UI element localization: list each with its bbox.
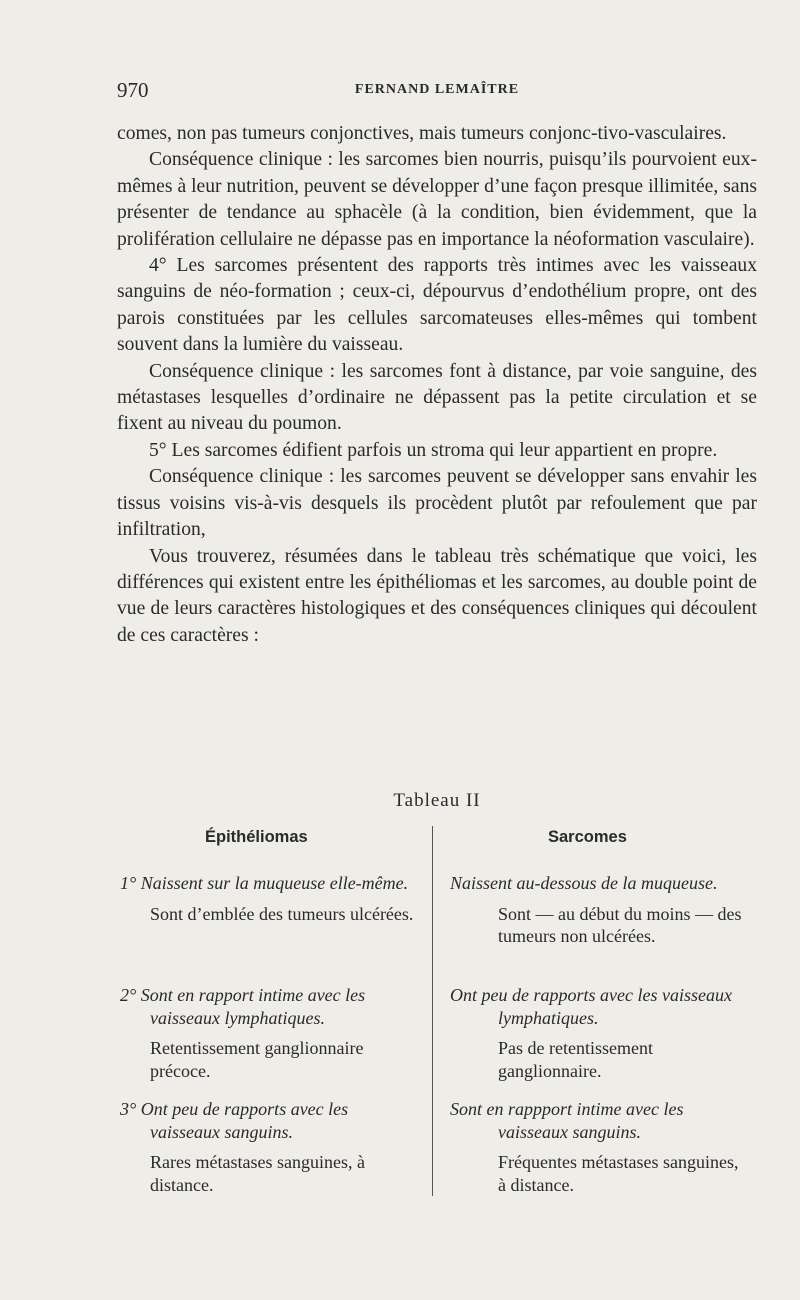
paragraph: 5° Les sarcomes édifient parfois un stroma qui leur appartient en propre. xyxy=(149,439,718,461)
paragraph: Conséquence clinique : les sarcomes font à distance, par voie sanguine, des métastases lesquelles d’ordinaire ne dépassent pas la petite circulation et se fixent au niveau du poumon. xyxy=(117,360,757,435)
left-cell xyxy=(120,984,420,1082)
page-number: 970 xyxy=(117,78,149,102)
right-sub: Pas de retentissement ganglionnaire. xyxy=(498,1038,653,1081)
left-lead: 2° Sont en rapport intime avec les vaisseaux lymphatiques. xyxy=(120,985,366,1028)
paragraph: Conséquence clinique : les sarcomes bien nourris, puisqu’ils pourvoient eux-mêmes à leur nutrition, peuvent se développer d’une façon presque illimitée, sans présenter de tendance au sphacèle (à la condition, bien évidemment, que la prolifération cellulaire ne dépasse pas en importance la néoformation vasculaire). xyxy=(117,149,757,250)
column-header-epitheliomas: Épithéliomas xyxy=(205,828,308,846)
page-header xyxy=(117,78,757,102)
left-lead: 3° Ont peu de rapports avec les vaisseaux sanguins. xyxy=(120,1099,349,1142)
left-lead: 1° Naissent sur la muqueuse elle-même. xyxy=(120,873,409,893)
right-sub: Sont — au début du moins — des tumeurs non ulcérées. xyxy=(498,903,742,946)
right-lead: Sont en rappport intime avec les vaisseaux sanguins. xyxy=(450,1099,684,1142)
left-sub: Retentissement ganglionnaire précoce. xyxy=(150,1038,364,1081)
table-title: Tableau II xyxy=(393,790,481,811)
right-cell xyxy=(450,1098,750,1196)
right-sub: Fréquentes métastases sanguines, à distance. xyxy=(498,1152,739,1195)
paragraph: Conséquence clinique : les sarcomes peuvent se développer sans envahir les tissus voisins vis-à-vis desquels ils procèdent plutôt par refoulement que par infiltration, xyxy=(117,466,757,541)
left-sub: Rares métastases sanguines, à distance. xyxy=(150,1152,365,1195)
left-cell xyxy=(120,872,420,925)
right-lead: Ont peu de rapports avec les vaisseaux lymphatiques. xyxy=(450,985,732,1028)
column-header-sarcomes: Sarcomes xyxy=(548,828,627,846)
body-text xyxy=(117,121,757,649)
right-lead: Naissent au-dessous de la muqueuse. xyxy=(450,873,718,893)
left-sub: Sont d’emblée des tumeurs ulcérées. xyxy=(150,903,414,924)
paragraph: comes, non pas tumeurs conjonctives, mais tumeurs conjonc-tivo-vasculaires. xyxy=(117,123,727,144)
paragraph: Vous trouverez, résumées dans le tableau très schématique que voici, les différences qui existent entre les épithéliomas et les sarcomes, au double point de vue de leurs caractères histologiques et des conséquences cliniques qui découlent de ces caractères : xyxy=(117,545,757,646)
running-head: FERNAND LEMAÎTRE xyxy=(354,82,520,97)
column-divider xyxy=(432,826,433,1196)
right-cell xyxy=(450,872,750,948)
right-cell xyxy=(450,984,750,1082)
paragraph: 4° Les sarcomes présentent des rapports très intimes avec les vaisseaux sanguins de néo-formation ; ceux-ci, dépourvus d’endothélium propre, ont des parois constituées par les cellules sarcomateuses elles-mêmes qui tombent souvent dans la lumière du vaisseau. xyxy=(117,255,757,356)
left-cell xyxy=(120,1098,420,1196)
